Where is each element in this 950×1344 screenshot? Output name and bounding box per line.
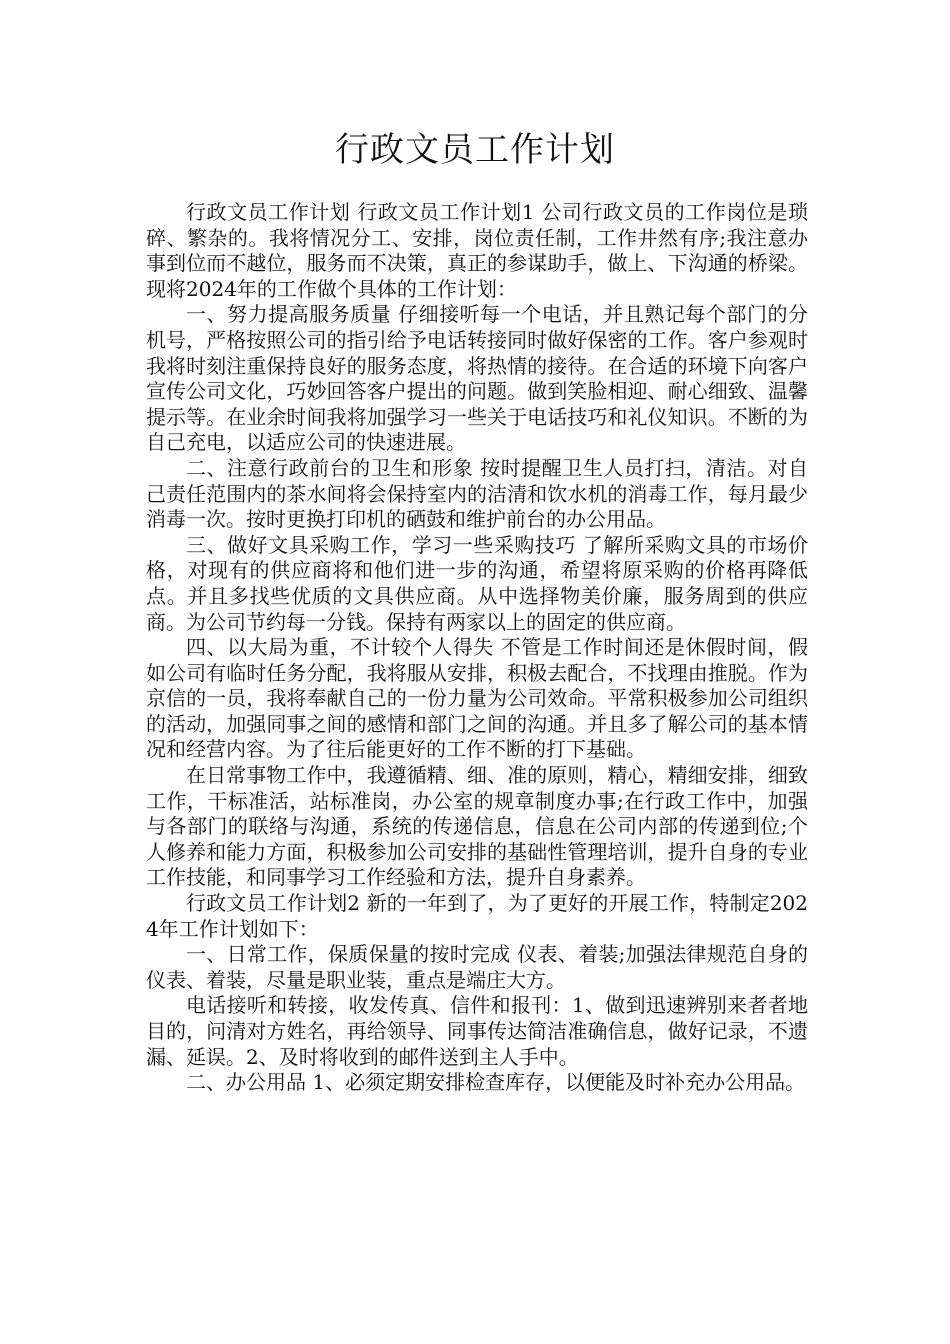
document-title: 行政文员工作计划	[335, 130, 615, 170]
paragraph-overall-interest: 四、以大局为重，不计较个人得失 不管是工作时间还是休假时间，假如公司有临时任务分配，我将服从安排，积极去配合，不找理由推脱。作为京信的一员，我将奉献自己的一份力量为公司效命。平常积极参加公司组织的活动，加强同事之间的感情和部门之间的沟通。并且多了解公司的基本情况和经营内容。为了往后能更好的工作不断的打下基础。	[146, 635, 808, 762]
paragraph-phone-handling: 电话接听和转接，收发传真、信件和报刊：1、做到迅速辨别来者者地目的，问清对方姓名，再给领导、同事传达简洁准确信息，做好记录，不遗漏、延误。2、及时将收到的邮件送到主人手中。	[146, 993, 808, 1069]
paragraph-daily-affairs: 在日常事物工作中，我遵循精、细、准的原则，精心，精细安排，细致工作，干标准活，站标准岗，办公室的规章制度办事;在行政工作中，加强与各部门的联络与沟通，系统的传递信息，信息在公司内部的传递到位;个人修养和能力方面，积极参加公司安排的基础性管理培训，提升自身的专业工作技能，和同事学习工作经验和方法，提升自身素养。	[146, 763, 808, 890]
paragraph-office-supplies: 二、办公用品 1、必须定期安排检查库存，以便能及时补充办公用品。	[186, 1070, 806, 1095]
document-body	[146, 200, 808, 1096]
paragraph-plan-2-intro: 行政文员工作计划2 新的一年到了，为了更好的开展工作，特制定2024年工作计划如下：	[146, 891, 808, 941]
paragraph-daily-work: 一、日常工作，保质保量的按时完成 仪表、着装;加强法律规范自身的仪表、着装，尽量是职业装，重点是端庄大方。	[146, 942, 808, 992]
paragraph-hygiene: 二、注意行政前台的卫生和形象 按时提醒卫生人员打扫，清洁。对自己责任范围内的茶水间将会保持室内的洁清和饮水机的消毒工作，每月最少消毒一次。按时更换打印机的硒鼓和维护前台的办公用品。	[146, 455, 808, 532]
paragraph-procurement: 三、做好文具采购工作，学习一些采购技巧 了解所采购文具的市场价格，对现有的供应商将和他们进一步的沟通，希望将原采购的价格再降低点。并且多找些优质的文具供应商。从中选择物美价廉，服务周到的供应商。为公司节约每一分钱。保持有两家以上的固定的供应商。	[146, 532, 808, 634]
paragraph-intro: 行政文员工作计划 行政文员工作计划1 公司行政文员的工作岗位是琐碎、繁杂的。我将情况分工、安排，岗位责任制，工作井然有序;我注意办事到位而不越位，服务而不决策，真正的参谋助手，做上、下沟通的桥梁。现将2024年的工作做个具体的工作计划：	[146, 200, 808, 301]
paragraph-service-quality: 一、努力提高服务质量 仔细接听每一个电话，并且熟记每个部门的分机号，严格按照公司的指引给予电话转接同时做好保密的工作。客户参观时我将时刻注重保持良好的服务态度，将热情的接待。在合适的环境下向客户宣传公司文化，巧妙回答客户提出的问题。做到笑脸相迎、耐心细致、温馨提示等。在业余时间我将加强学习一些关于电话技巧和礼仪知识。不断的为自己充电，以适应公司的快速进展。	[146, 302, 808, 455]
